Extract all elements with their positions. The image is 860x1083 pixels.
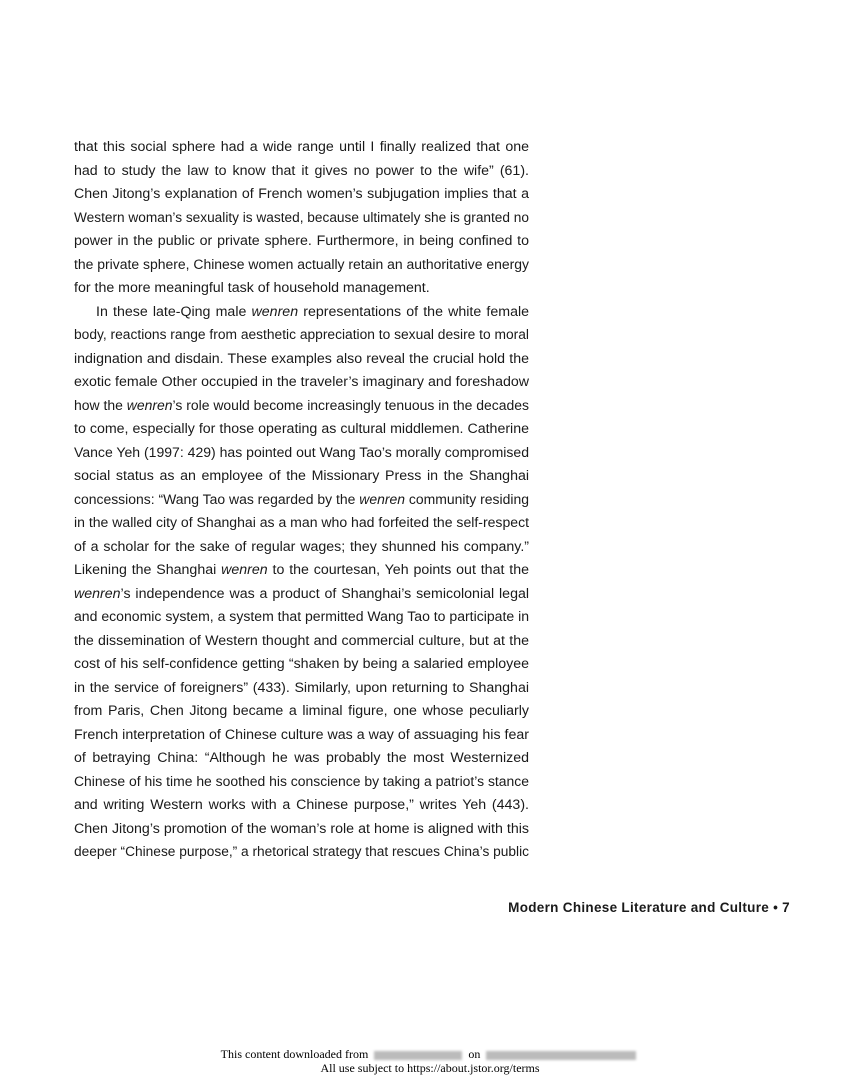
body-text [74,136,529,865]
text-line: and economic system, a system that permitted Wang Tao to participate in [74,609,529,625]
running-footer: Modern Chinese Literature and Culture • 7 [508,900,790,915]
download-prefix: This content downloaded from [220,1047,369,1061]
download-notice [0,1048,860,1075]
text-line: exotic female Other occupied in the traveler’s imaginary and foreshadow [74,374,529,390]
text-line: Chen Jitong’s explanation of French women’s subjugation implies that a [74,186,529,202]
terms-line: All use subject to https://about.jstor.org/terms [320,1060,540,1075]
text-line: and writing Western works with a Chinese purpose,” writes Yeh (443). [74,797,529,813]
italic-term: wenren [221,562,268,578]
text-line: Vance Yeh (1997: 429) has pointed out Wang Tao’s morally compromised [74,444,529,461]
text-line: In these late-Qing male wenren representations of the white female [96,303,530,320]
text-line: had to study the law to know that it gives no power to the wife” (61). [74,162,529,179]
text-line: of a scholar for the sake of regular wages; they shunned his company.” [74,538,529,555]
text-line: Western woman’s sexuality is wasted, because ultimately she is granted no [74,209,529,226]
download-line [0,1048,860,1062]
text-line: cost of his self-confidence getting “shaken by being a salaried employee [74,656,529,672]
text-line: French interpretation of Chinese culture was a way of assuaging his fear [74,726,529,743]
italic-term: wenren [126,397,173,414]
text-line: from Paris, Chen Jitong became a liminal figure, one whose peculiarly [74,703,529,719]
paragraph [74,136,529,301]
text-line: body, reactions range from aesthetic appreciation to sexual desire to moral [74,327,529,343]
italic-term: wenren [74,585,121,602]
italic-term: wenren [359,491,405,508]
text-line: to come, especially for those operating as cultural middlemen. Catherine [74,421,529,437]
text-line: of betraying China: “Although he was probably the most Westernized [74,750,529,766]
text-line: Chinese of his time he soothed his conscience by taking a patriot’s stance [74,773,529,790]
text-line: for the more meaningful task of household management. [74,280,430,296]
download-mid: on [468,1047,481,1061]
redacted-timestamp [486,1051,636,1060]
text-line: that this social sphere had a wide range until I finally realized that one [74,139,529,155]
text-line: the private sphere, Chinese women actually retain an authoritative energy [74,256,529,273]
text-line: Likening the Shanghai wenren to the courtesan, Yeh points out that the [74,562,529,578]
text-line: in the service of foreigners” (433). Similarly, upon returning to Shanghai [74,679,529,696]
text-line: how the wenren’s role would become increasingly tenuous in the decades [74,397,529,414]
text-line: concessions: “Wang Tao was regarded by the wenren community residing [74,491,529,508]
text-line: deeper “Chinese purpose,” a rhetorical strategy that rescues China’s public [74,844,529,860]
redacted-ip [374,1051,462,1060]
paragraph [74,301,529,865]
text-line: power in the public or private sphere. Furthermore, in being confined to [74,233,529,249]
text-line: Chen Jitong’s promotion of the woman’s role at home is aligned with this [74,820,529,837]
text-line: the dissemination of Western thought and commercial culture, but at the [74,632,529,649]
text-line: indignation and disdain. These examples also reveal the crucial hold the [74,350,529,367]
text-line: in the walled city of Shanghai as a man who had forfeited the self-respect [74,515,529,531]
text-line: social status as an employee of the Missionary Press in the Shanghai [74,468,529,484]
text-line: wenren’s independence was a product of Shanghai’s semicolonial legal [74,585,529,602]
italic-term: wenren [251,303,299,320]
